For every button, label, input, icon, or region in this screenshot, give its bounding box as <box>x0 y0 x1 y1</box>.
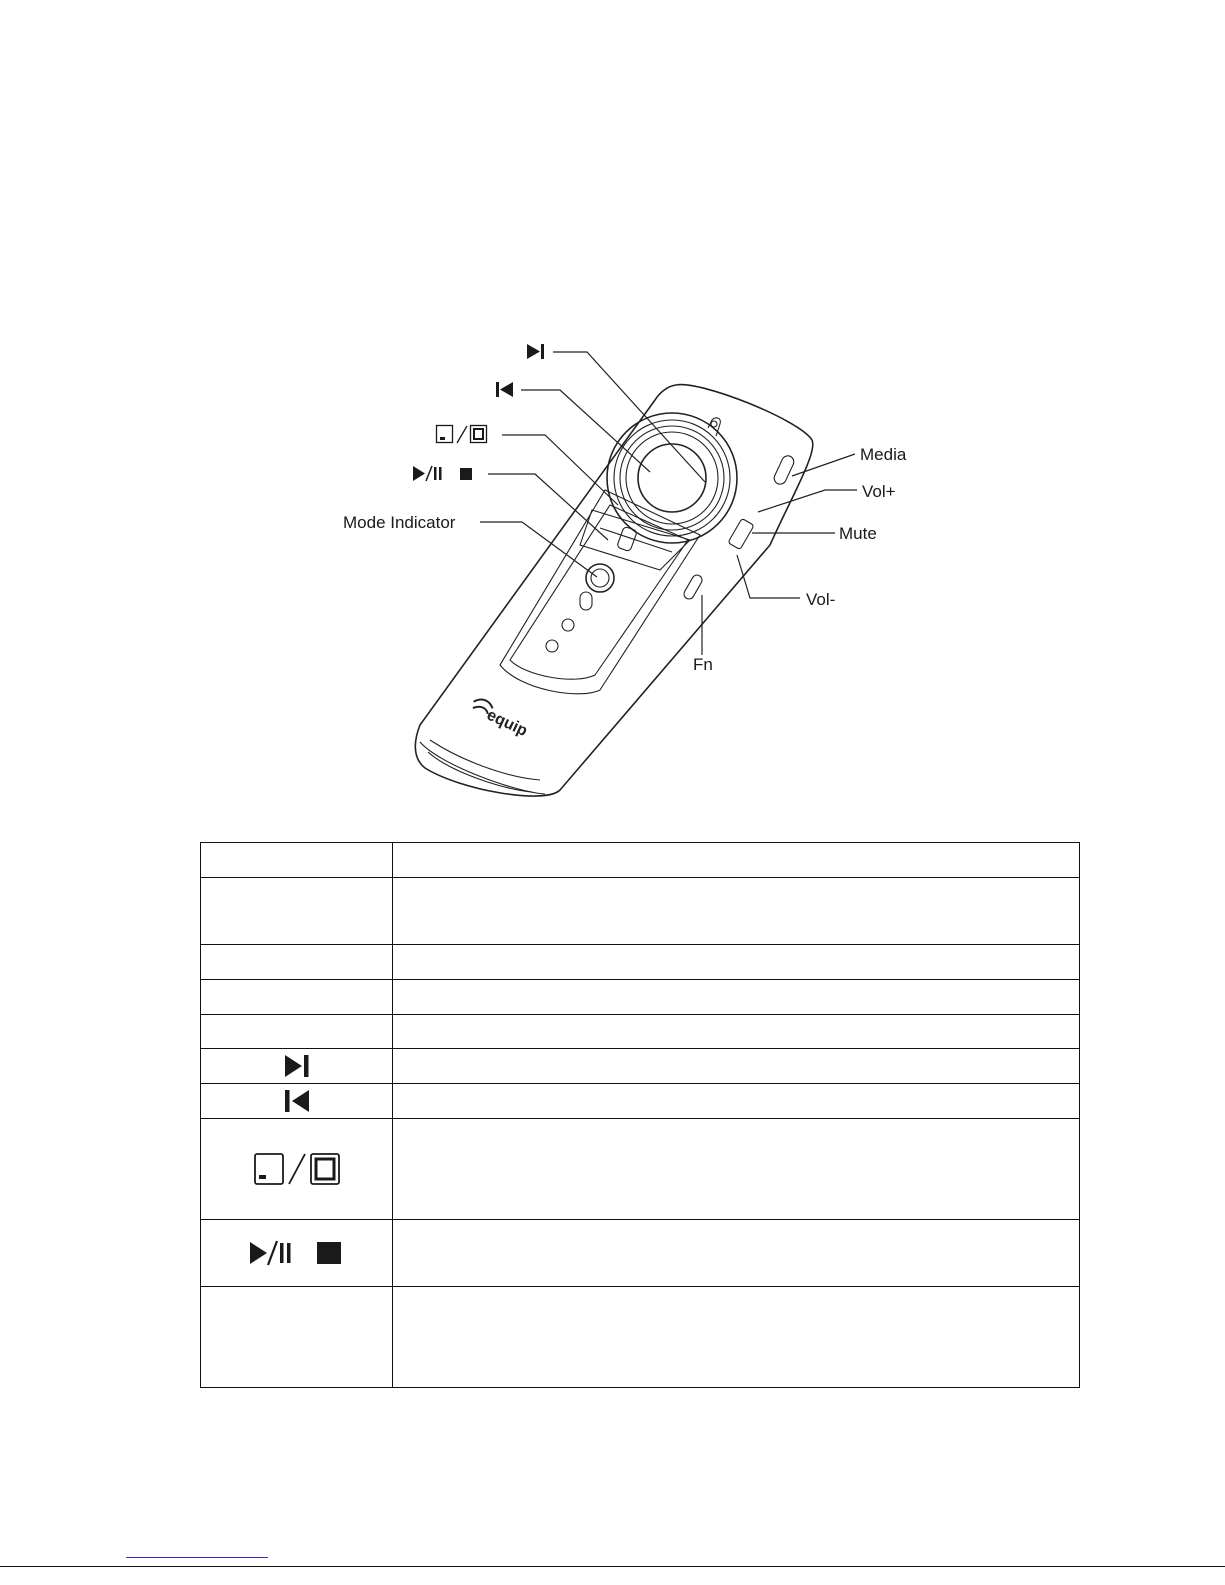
fn-label: Fn <box>693 655 713 674</box>
mute-label: Mute <box>839 524 877 543</box>
table-key-cell <box>201 980 393 1015</box>
table-desc-cell <box>393 1220 1080 1287</box>
leader-lines <box>480 352 857 655</box>
table-row <box>201 878 1080 945</box>
play-pause-stop-icon <box>249 1240 345 1266</box>
table-row <box>201 1119 1080 1220</box>
scroll-ring <box>607 413 737 543</box>
footer-divider <box>0 1566 1225 1567</box>
table-row <box>201 1015 1080 1049</box>
vol-minus-label: Vol- <box>806 590 836 609</box>
remote-body <box>415 385 812 796</box>
table-desc-cell <box>393 843 1080 878</box>
table-key-cell <box>201 1220 393 1287</box>
table-key-cell <box>201 945 393 980</box>
window-minimize-maximize-icon <box>437 426 487 444</box>
table-key-cell <box>201 843 393 878</box>
window-minimize-maximize-icon <box>253 1151 341 1187</box>
table-desc-cell <box>393 1015 1080 1049</box>
table-row <box>201 843 1080 878</box>
table-row <box>201 945 1080 980</box>
table-key-cell <box>201 1015 393 1049</box>
table-desc-cell <box>393 1084 1080 1119</box>
play-pause-stop-icon <box>413 466 472 481</box>
table-row <box>201 1287 1080 1388</box>
table-key-cell <box>201 1049 393 1084</box>
equip-logo <box>468 696 532 740</box>
table-row <box>201 980 1080 1015</box>
table-row <box>201 1049 1080 1084</box>
svg-text:equip: equip <box>484 706 530 741</box>
table-desc-cell <box>393 878 1080 945</box>
table-desc-cell <box>393 980 1080 1015</box>
table-key-cell <box>201 1119 393 1220</box>
media-label: Media <box>860 445 907 464</box>
previous-track-icon <box>496 382 513 397</box>
next-track-icon <box>284 1054 310 1078</box>
previous-track-icon <box>284 1089 310 1113</box>
table-key-cell <box>201 1084 393 1119</box>
next-track-icon <box>527 344 544 359</box>
vol-plus-label: Vol+ <box>862 482 896 501</box>
table-desc-cell <box>393 1049 1080 1084</box>
table-desc-cell <box>393 1119 1080 1220</box>
button-function-table <box>200 842 1080 1388</box>
table-desc-cell <box>393 945 1080 980</box>
footer-link-underline <box>126 1557 268 1558</box>
table-key-cell <box>201 878 393 945</box>
table-key-cell <box>201 1287 393 1388</box>
table-row <box>201 1220 1080 1287</box>
table-desc-cell <box>393 1287 1080 1388</box>
table-row <box>201 1084 1080 1119</box>
mode-indicator-label: Mode Indicator <box>343 513 456 532</box>
